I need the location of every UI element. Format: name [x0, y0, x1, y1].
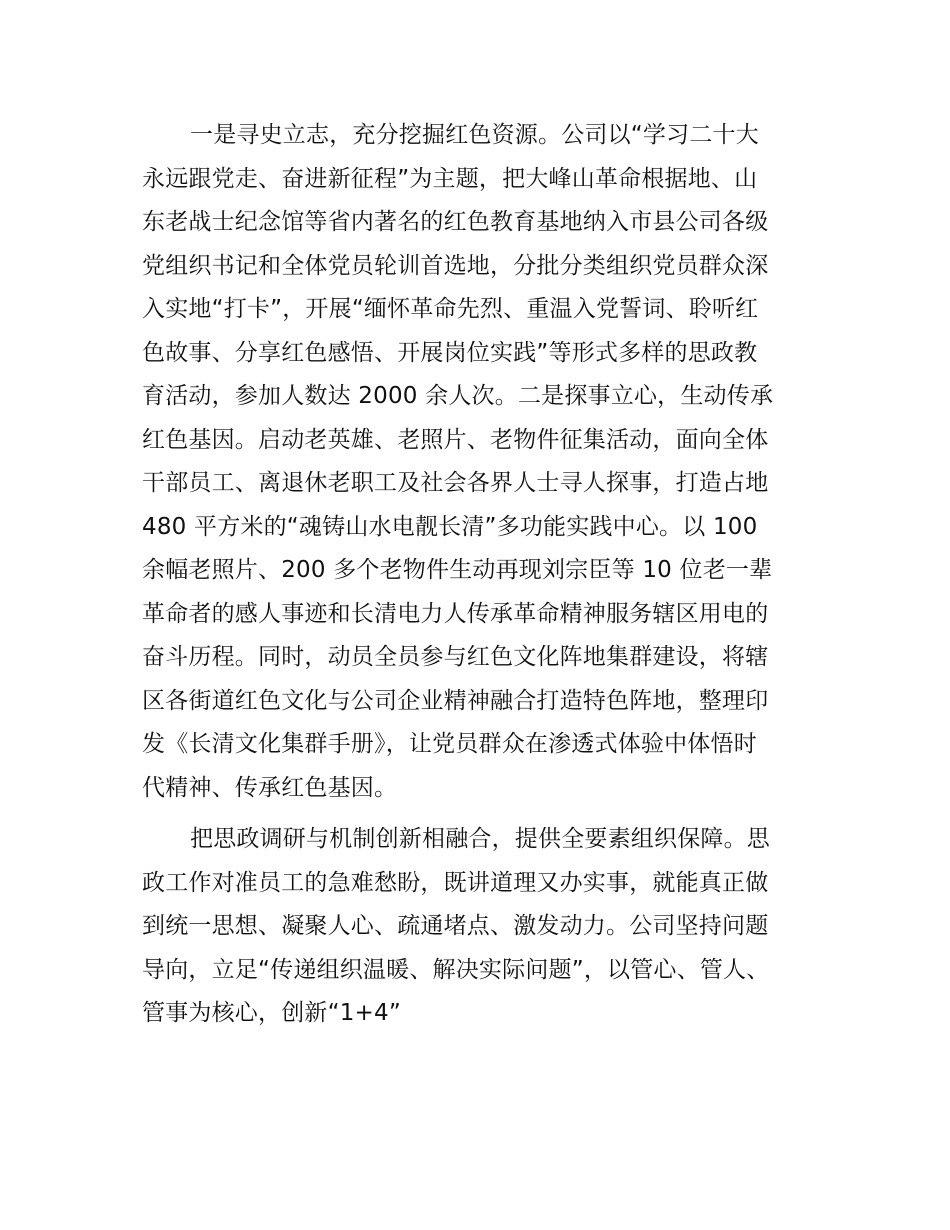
text-line: 余幅老照片、200 多个老物件生动再现刘宗臣等 10 位老一辈 — [142, 557, 773, 583]
document-body — [142, 114, 832, 1036]
text-line: 把思政调研与机制创新相融合，提供全要素组织保障。思 — [190, 826, 770, 852]
text-line: 永远跟党走、奋进新征程”为主题，把大峰山革命根据地、山 — [142, 165, 758, 192]
text-line: 区各街道红色文化与公司企业精神融合打造特色阵地，整理印 — [142, 687, 769, 714]
text-line: 奋斗历程。同时，动员全员参与红色文化阵地集群建设，将辖 — [142, 644, 769, 670]
text-line: 革命者的感人事迹和长清电力人传承革命精神服务辖区用电的 — [142, 600, 769, 627]
paragraph-1 — [142, 114, 832, 810]
text-line: 干部员工、离退休老职工及社会各界人士寻人探事，打造占地 — [142, 470, 769, 496]
text-line: 导向，立足“传递组织温暖、解决实际问题”，以管心、管人、 — [142, 956, 770, 983]
text-line: 入实地“打卡”，开展“缅怀革命先烈、重温入党誓词、聆听红 — [142, 296, 759, 322]
paragraph-spacer — [142, 810, 832, 818]
text-line: 育活动，参加人数达 2000 余人次。二是探事立心，生动传承 — [142, 383, 774, 409]
text-line: 党组织书记和全体党员轮训首选地，分批分类组织党员群众深 — [142, 252, 769, 279]
text-line: 政工作对准员工的急难愁盼，既讲道理又办实事，就能真正做 — [142, 869, 769, 896]
text-line: 东老战士纪念馆等省内著名的红色教育基地纳入市县公司各级 — [142, 209, 769, 235]
text-line: 480 平方米的“魂铸山水电靓长清”多功能实践中心。以 100 — [142, 513, 758, 540]
text-line: 发《长清文化集群手册》，让党员群众在渗透式体验中体悟时 — [142, 731, 757, 757]
text-line: 一是寻史立志，充分挖掘红色资源。公司以“学习二十大 — [190, 122, 759, 148]
text-line: 管事为核心，创新“1+4” — [142, 1000, 401, 1026]
text-line: 到统一思想、凝聚人心、疏通堵点、激发动力。公司坚持问题 — [142, 913, 769, 939]
text-line: 红色基因。启动老英雄、老照片、老物件征集活动，面向全体 — [142, 426, 769, 453]
text-line: 代精神、传承红色基因。 — [142, 774, 398, 801]
text-line: 色故事、分享红色感悟、开展岗位实践”等形式多样的思政教 — [142, 339, 758, 366]
paragraph-2 — [142, 818, 832, 1036]
